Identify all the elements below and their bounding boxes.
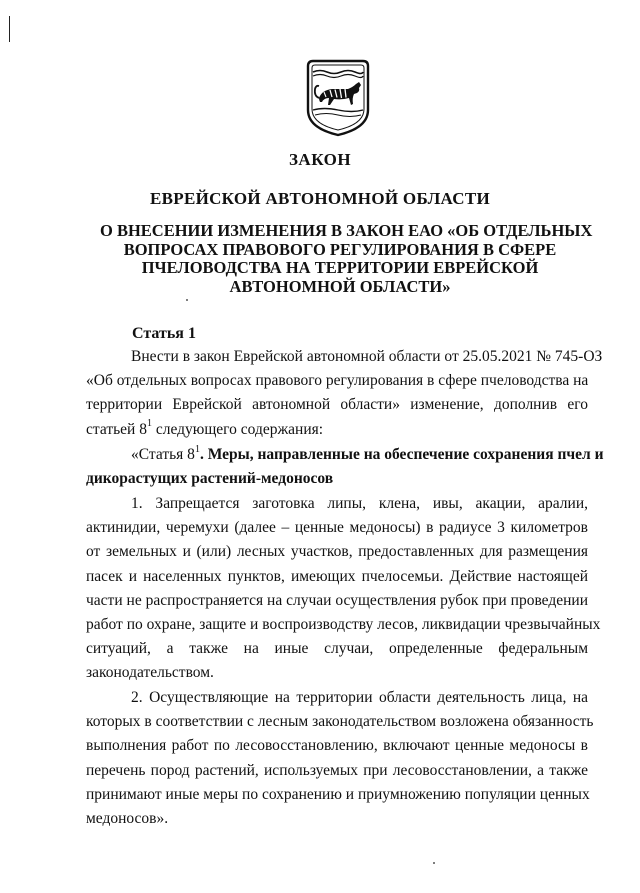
text-line: перечень пород растений, используемых при лесовосстановлении, а также bbox=[86, 761, 588, 779]
article-ref: статьей 8 bbox=[86, 420, 147, 438]
article-8-1-superscript: 1 bbox=[194, 443, 200, 455]
law-title-line: ВОПРОСАХ ПРАВОВОГО РЕГУЛИРОВАНИЯ В СФЕРЕ bbox=[123, 239, 557, 259]
text-line: выполнения работ по лесовосстановлению, включают ценные медоносы в bbox=[86, 737, 588, 755]
law-title bbox=[100, 221, 593, 296]
scan-speck bbox=[433, 862, 435, 864]
text-line: части не распространяется на случаи осуществления рубок при проведении bbox=[86, 591, 588, 609]
text-line: 2. Осуществляющие на территории области деятельность лица, на bbox=[131, 689, 588, 706]
text-line: «Об отдельных вопросах правового регулирования в сфере пчеловодства на bbox=[86, 372, 589, 390]
text-line: которых в соответствии с лесным законодательством возложена обязанность bbox=[86, 713, 594, 731]
article-8-1-title: . Меры, направленные на обеспечение сохранения пчел и bbox=[199, 446, 604, 463]
text-line: Внести в закон Еврейской автономной области от 25.05.2021 № 745-ОЗ bbox=[131, 348, 603, 365]
scan-speck bbox=[186, 299, 188, 301]
law-title-line: ПЧЕЛОВОДСТВА НА ТЕРРИТОРИИ ЕВРЕЙСКОЙ bbox=[141, 258, 539, 277]
text-fragment: следующего содержания: bbox=[151, 420, 324, 438]
article-8-1-prefix: «Статья 8 bbox=[131, 446, 195, 463]
text-line: работ по охране, защите и воспроизводству лесов, ликвидации чрезвычайных bbox=[86, 615, 601, 633]
text-line: медоносов». bbox=[86, 809, 169, 827]
law-title-line: О ВНЕСЕНИИ ИЗМЕНЕНИЯ В ЗАКОН ЕАО «ОБ ОТДЕЛЬНЫХ bbox=[100, 221, 593, 240]
law-title-line: АВТОНОМНОЙ ОБЛАСТИ» bbox=[229, 276, 451, 296]
text-line: ситуаций, а также на иные случаи, определенные федеральным bbox=[86, 640, 588, 658]
article-heading: Статья 1 bbox=[132, 325, 196, 342]
scan-edge-mark bbox=[9, 16, 10, 42]
coat-of-arms-tiger-icon bbox=[304, 58, 372, 138]
article-8-1-heading bbox=[86, 443, 604, 491]
text-line: пасек и населенных пунктов, имеющих пчелосемьи. Действие настоящей bbox=[86, 567, 588, 585]
text-line bbox=[86, 418, 588, 442]
law-heading: ЗАКОН bbox=[288, 150, 352, 169]
text-line bbox=[86, 443, 604, 467]
text-line: 1. Запрещается заготовка липы, клена, ивы, акации, аралии, bbox=[131, 495, 588, 512]
paragraph-2 bbox=[86, 686, 594, 831]
text-line: дикорастущих растений-медоносов bbox=[86, 470, 334, 488]
region-heading: ЕВРЕЙСКОЙ АВТОНОМНОЙ ОБЛАСТИ bbox=[149, 189, 491, 208]
text-line: законодательством. bbox=[86, 664, 214, 682]
intro-paragraph bbox=[86, 345, 603, 442]
article-ref-superscript: 1 bbox=[146, 418, 152, 430]
text-line: территории Еврейской автономной области» изменение, дополнив его bbox=[86, 396, 588, 414]
text-line: принимают иные меры по сохранению и приумножению популяции ценных bbox=[86, 785, 590, 803]
paragraph-1 bbox=[86, 492, 601, 686]
text-line: от земельных и (или) лесных участков, предоставленных для размещения bbox=[86, 543, 588, 561]
text-line: актинидии, черемухи (далее – ценные медоносы) в радиусе 3 километров bbox=[86, 519, 588, 537]
